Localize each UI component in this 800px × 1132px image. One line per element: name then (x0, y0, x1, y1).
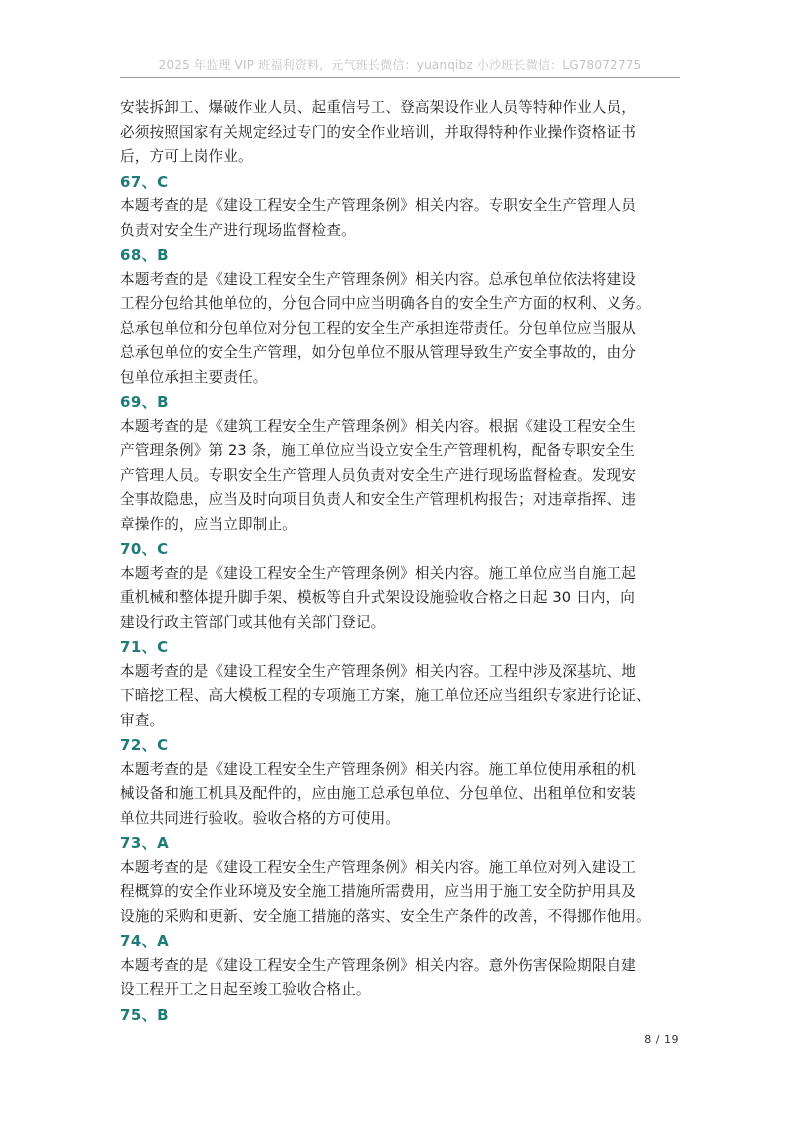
paragraph-line: 设施的采购和更新、安全施工措施的落实、安全生产条件的改善，不得挪作他用。 (120, 907, 651, 925)
paragraph-line: 本题考查的是《建设工程安全生产管理条例》相关内容。施工单位使用承租的机 (120, 760, 637, 778)
answer-heading: 74、A (120, 932, 170, 950)
paragraph-line: 械设备和施工机具及配件的，应由施工总承包单位、分包单位、出租单位和安装 (120, 785, 637, 802)
paragraph-line: 重机械和整体提升脚手架、模板等自升式架设设施验收合格之日起 30 日内，向 (120, 589, 635, 606)
paragraph-line: 审查。 (120, 711, 165, 729)
paragraph-line: 后，方可上岗作业。 (120, 148, 253, 165)
answer-heading: 70、C (120, 540, 169, 558)
paragraph-line: 产管理人员。专职安全生产管理人员负责对安全生产进行现场监督检查。发现安 (120, 466, 637, 484)
answer-item-72 (120, 733, 682, 831)
answer-item-73 (120, 831, 682, 929)
paragraph-line: 程概算的安全作业环境及安全施工措施所需费用，应当用于施工安全防护用具及 (120, 883, 637, 900)
paragraph-line: 必须按照国家有关规定经过专门的安全作业培训，并取得特种作业操作资格证书 (120, 123, 637, 141)
page-number: 8 / 19 (644, 1033, 679, 1046)
paragraph-line: 安装拆卸工、爆破作业人员、起重信号工、登高架设作业人员等特种作业人员， (120, 99, 637, 116)
answer-item-69 (120, 390, 682, 537)
answer-item-75 (120, 1003, 682, 1028)
answer-item-68 (120, 243, 682, 390)
paragraph-line: 全事故隐患，应当及时向项目负责人和安全生产管理机构报告；对违章指挥、违 (120, 491, 637, 508)
paragraph-line: 章操作的，应当立即制止。 (120, 515, 297, 533)
page-header: 2025 年监理 VIP 班福利资料，元气班长微信：yuanqibz 小沙班长微信：LG78072775 (158, 58, 642, 72)
paragraph-line: 本题考查的是《建设工程安全生产管理条例》相关内容。总承包单位依法将建设 (120, 270, 637, 288)
answer-item-67 (120, 170, 682, 244)
answer-heading: 67、C (120, 172, 169, 191)
paragraph-line: 本题考查的是《建设工程安全生产管理条例》相关内容。专职安全生产管理人员 (120, 197, 637, 214)
answer-heading: 68、B (120, 246, 169, 264)
paragraph-line: 本题考查的是《建设工程安全生产管理条例》相关内容。施工单位应当自施工起 (120, 564, 637, 582)
paragraph-line: 下暗挖工程、高大模板工程的专项施工方案，施工单位还应当组织专家进行论证、 (120, 687, 651, 704)
answer-item-70 (120, 537, 682, 635)
paragraph-line: 建设行政主管部门或其他有关部门登记。 (120, 613, 386, 631)
answer-item-74 (120, 929, 682, 1003)
paragraph-line: 本题考查的是《建设工程安全生产管理条例》相关内容。意外伤害保险期限自建 (120, 956, 637, 974)
answer-heading: 75、B (120, 1005, 169, 1024)
answer-heading: 72、C (120, 736, 169, 754)
paragraph-line: 总承包单位的安全生产管理，如分包单位不服从管理导致生产安全事故的，由分 (120, 344, 637, 361)
paragraph-line: 单位共同进行验收。验收合格的方可使用。 (120, 809, 401, 827)
page-body (120, 96, 682, 1027)
paragraph-line: 负责对安全生产进行现场监督检查。 (120, 221, 356, 239)
paragraph-line: 包单位承担主要责任。 (120, 368, 268, 386)
intro-paragraph (120, 96, 682, 170)
paragraph-line: 总承包单位和分包单位对分包工程的安全生产承担连带责任。分包单位应当服从 (120, 319, 637, 337)
header-divider (120, 77, 680, 78)
paragraph-line: 工程分包给其他单位的，分包合同中应当明确各自的安全生产方面的权利、义务。 (120, 295, 651, 312)
paragraph-line: 本题考查的是《建设工程安全生产管理条例》相关内容。施工单位对列入建设工 (120, 858, 637, 876)
paragraph-line: 设工程开工之日起至竣工验收合格止。 (120, 981, 371, 998)
answer-heading: 69、B (120, 393, 169, 411)
answer-heading: 73、A (120, 834, 170, 852)
answer-heading: 71、C (120, 638, 169, 656)
paragraph-line: 本题考查的是《建设工程安全生产管理条例》相关内容。工程中涉及深基坑、地 (120, 662, 637, 680)
answer-item-71 (120, 635, 682, 733)
paragraph-line: 本题考查的是《建筑工程安全生产管理条例》相关内容。根据《建设工程安全生 (120, 417, 637, 435)
paragraph-line: 产管理条例》第 23 条，施工单位应当设立安全生产管理机构，配备专职安全生 (120, 442, 635, 459)
